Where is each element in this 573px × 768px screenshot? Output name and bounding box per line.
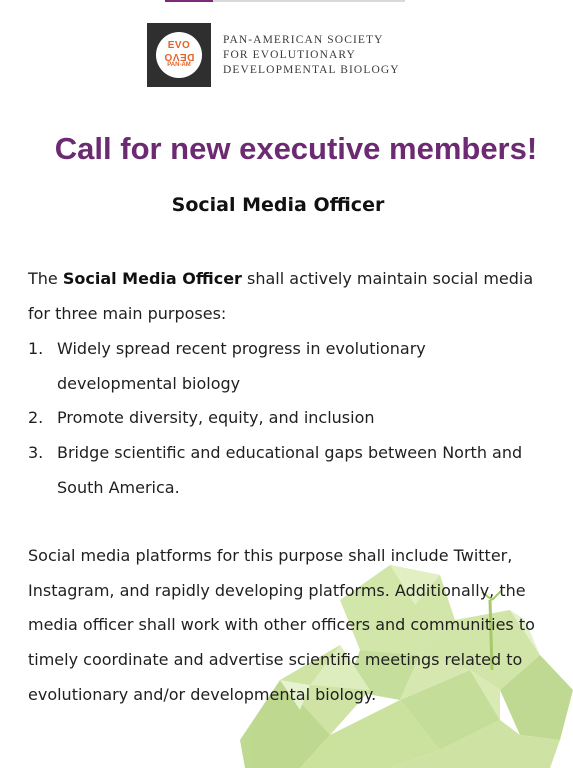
logo-circle — [156, 32, 202, 78]
logo-evo-text: EVO — [167, 40, 191, 51]
platforms-paragraph: Social media platforms for this purpose shall include Twitter, Instagram, and rapidly developing platforms. Additionally, the media officer shall work with other officers and communities to timely coordinate and advertise scientific meetings related to evolutionary and/or developmental biology. — [28, 546, 535, 704]
intro-suffix: shall actively maintain social media for three main purposes: — [28, 269, 534, 323]
intro-paragraph — [28, 262, 538, 331]
society-name-line: DEVELOPMENTAL BIOLOGY — [223, 63, 400, 76]
society-logo — [147, 23, 400, 87]
headline: Call for new executive members! — [54, 131, 538, 166]
list-number: 3. — [28, 443, 44, 463]
intro-prefix: The — [28, 269, 63, 288]
list-item-text: Promote diversity, equity, and inclusion — [57, 408, 375, 428]
list-item-text: Bridge scientific and educational gaps between North and South America. — [57, 443, 523, 497]
purposes-list — [28, 332, 528, 506]
society-name-line: PAN-AMERICAN SOCIETY — [223, 33, 384, 46]
intro-bold-role: Social Media Officer — [62, 269, 242, 288]
list-item-text: Widely spread recent progress in evolutionary developmental biology — [57, 339, 426, 393]
logo-panam-text: PAN-AM — [167, 62, 191, 68]
list-number: 2. — [28, 408, 44, 428]
list-item — [28, 436, 528, 505]
list-number: 1. — [28, 339, 44, 358]
list-item — [28, 401, 528, 436]
society-name — [223, 33, 400, 78]
top-divider-accent — [165, 0, 213, 2]
list-item — [28, 332, 528, 401]
evodevo-logo-mark — [147, 23, 211, 87]
society-name-line: FOR EVOLUTIONARY — [223, 48, 356, 61]
logo-devo-text: DEVO — [163, 51, 195, 62]
position-title: Social Media Officer — [171, 194, 385, 216]
